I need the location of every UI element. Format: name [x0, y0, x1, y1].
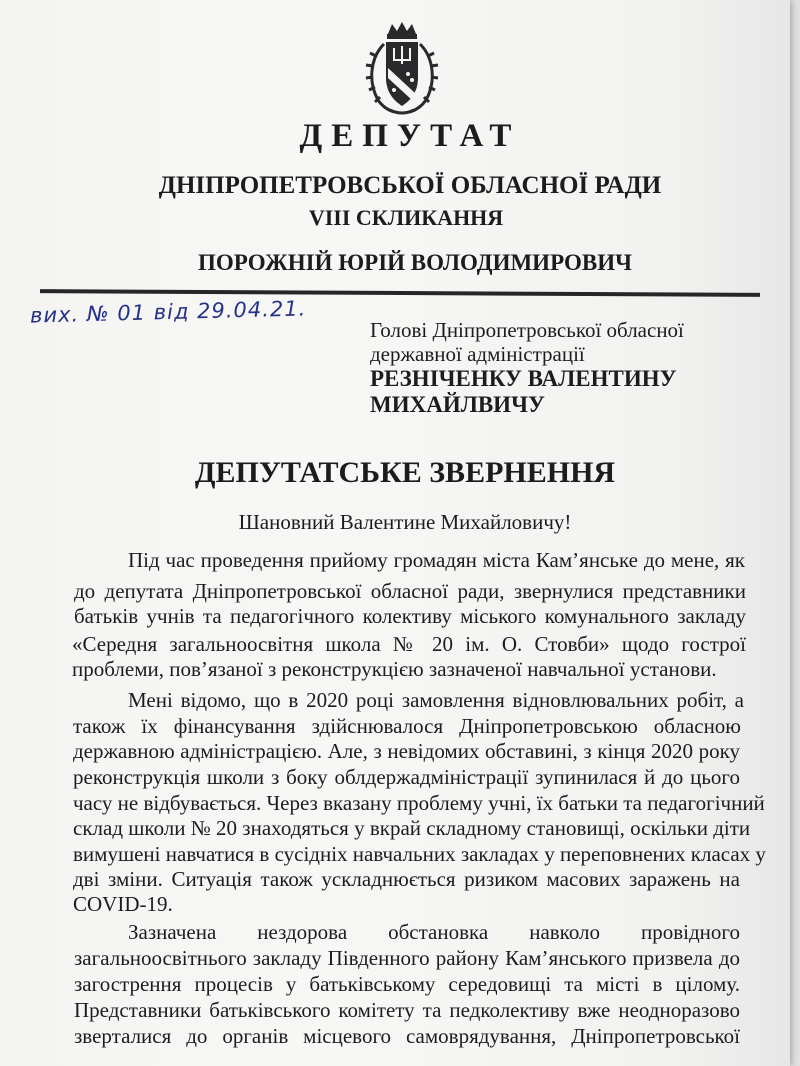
document-title: ДЕПУТАТСЬКЕ ЗВЕРНЕННЯ [194, 456, 616, 489]
body-line: вимушені навчатися в сусідніх навчальних закладах у переповнених класах у [73, 842, 766, 866]
body-line: часу не відбувається. Через вказану проблему учні, їх батьки та педагогічний [73, 791, 765, 815]
convocation: VIII СКЛИКАННЯ [308, 205, 504, 230]
body-line: Під час проведення прийому громадян міста Кам’янське до мене, як [128, 548, 745, 572]
body-line: до депутата Дніпропетровської обласної ради, звернулися представники [74, 579, 746, 603]
body-line: батьків учнів та педагогічного колективу міського комунального закладу [74, 604, 746, 628]
header-divider [40, 289, 760, 297]
body-line: також їх фінансування здійснювалося Дніпропетровською обласною [73, 714, 741, 738]
coat-of-arms-icon [364, 20, 440, 116]
body-line: загострення процесів у батьківському середовищі та місті в цілому. [74, 972, 740, 996]
body-line: Мені відомо, що в 2020 році замовлення відновлювальних робіт, а [128, 688, 744, 712]
body-line: Представники батьківського комітету та педколективу вже неодноразово [74, 998, 740, 1022]
body-line: склад школи № 20 знаходяться у вкрай складному становищі, оскільки діти [73, 816, 751, 840]
recipient-block [370, 318, 790, 418]
body-line: «Середня загальноосвітня школа № 20 ім. О. Стовби» щодо гострої [72, 632, 746, 656]
body-line: Зазначена нездорова обстановка навколо провідного [128, 920, 740, 944]
body-line: державною адміністрацією. Але, з невідомих обставині, з кінця 2020 року [73, 739, 740, 763]
body-line: проблеми, пов’язаної з реконструкцією зазначеної навчальної установи. [72, 657, 717, 681]
body-line: реконструкція школи з боку облдержадміністрації зупинилася й до цього [73, 765, 740, 789]
recipient-patronymic: МИХАЙЛВИЧУ [370, 392, 545, 417]
deputy-name: ПОРОЖНІЙ ЮРІЙ ВОЛОДИМИРОВИЧ [198, 250, 632, 275]
council-name: ДНІПРОПЕТРОВСЬКОЇ ОБЛАСНОЇ РАДИ [158, 172, 662, 199]
outgoing-number-handwritten: вих. № 01 від 29.04.21. [29, 296, 307, 328]
recipient-surname: РЕЗНІЧЕНКУ ВАЛЕНТИНУ [370, 366, 677, 391]
recipient-line: державної адміністрації [370, 342, 585, 366]
body-line: зверталися до органів місцевого самоврядування, Дніпропетровської [74, 1024, 740, 1048]
recipient-line: Голові Дніпропетровської обласної [370, 318, 684, 342]
body-line: COVID-19. [73, 892, 173, 916]
salutation: Шановний Валентине Михайловичу! [238, 510, 572, 534]
body-line: дві зміни. Ситуація також ускладнюється ризиком масових заражень на [73, 867, 740, 891]
deputy-heading: ДЕПУТАТ [299, 118, 521, 154]
body-line: загальноосвітнього закладу Південного району Кам’янського призвела до [74, 946, 740, 970]
